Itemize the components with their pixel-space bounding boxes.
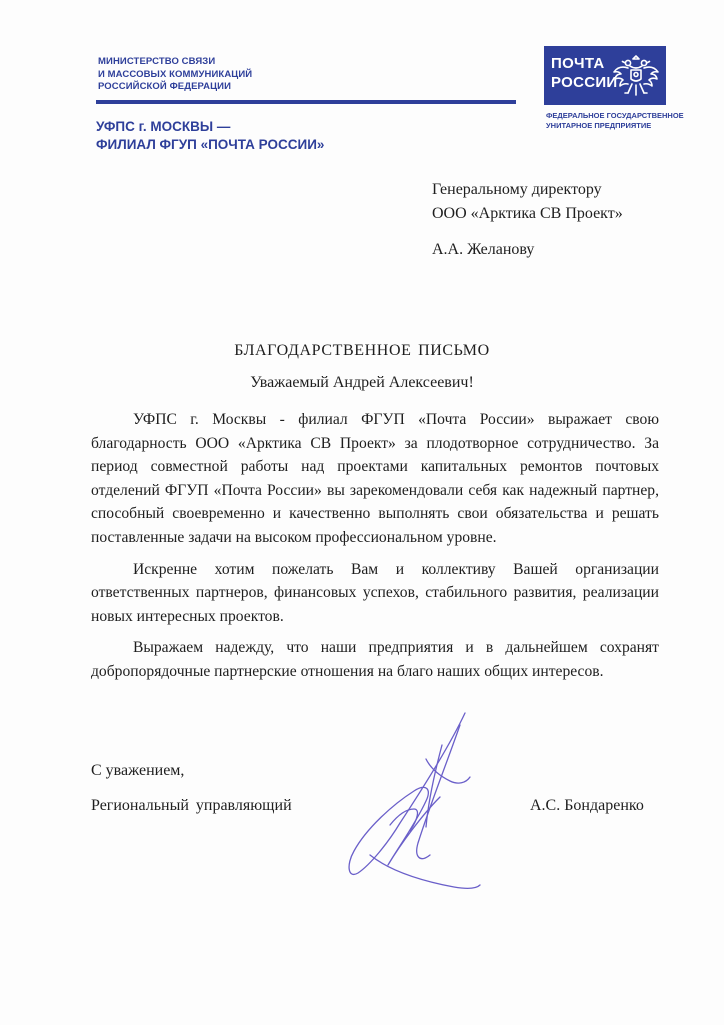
double-headed-eagle-icon (610, 50, 662, 102)
document-title: БЛАГОДАРСТВЕННОЕ ПИСЬМО (234, 342, 490, 359)
body-paragraph: Выражаем надежду, что наши предприятия и в дальнейшем сохранят добропорядочные партнерские отношения на благо наших общих интересов. (91, 639, 659, 680)
addressee-position: Генеральному директору (432, 181, 602, 198)
body-paragraph: УФПС г. Москвы - филиал ФГУП «Почта России» выражает свою благодарность ООО «Арктика СВ Проект» за плодотворное сотрудничество. За период совместной работы над проектами капитальных ремонтов почтовых отделений ФГУП «Почта России» вы зарекомендовали себя как надежный партнер, способный своевременно и качественно выполнять свои обязательства и решать поставленные задачи на высоком профессиональном уровне. (91, 411, 659, 546)
legal-form (546, 111, 684, 131)
ministry-line: МИНИСТЕРСТВО СВЯЗИ (98, 56, 216, 67)
closing-regards: С уважением, (91, 762, 185, 779)
pochta-rossii-logo (544, 46, 666, 105)
legal-line: УНИТАРНОЕ ПРЕДПРИЯТИЕ (546, 121, 652, 130)
body-paragraph: Искренне хотим пожелать Вам и коллективу Вашей организации ответственных партнеров, финансовых успехов, стабильного развития, реализации новых интересных проектов. (91, 560, 659, 625)
branch-line: УФПС г. МОСКВЫ — (96, 119, 231, 134)
ministry-line: И МАССОВЫХ КОММУНИКАЦИЙ (98, 68, 253, 80)
branch-heading (96, 118, 324, 154)
addressee-name: А.А. Желанову (432, 241, 535, 258)
logo-wordmark (551, 54, 618, 92)
salutation: Уважаемый Андрей Алексеевич! (250, 374, 474, 391)
header-divider (96, 100, 516, 104)
ministry-heading (98, 56, 252, 94)
addressee-company: ООО «Арктика СВ Проект» (432, 205, 623, 222)
logo-line: ПОЧТА (551, 55, 605, 72)
letter-body (91, 408, 659, 692)
ministry-line: РОССИЙСКОЙ ФЕДЕРАЦИИ (98, 81, 232, 92)
legal-line: ФЕДЕРАЛЬНОЕ ГОСУДАРСТВЕННОЕ (546, 111, 684, 120)
branch-line: ФИЛИАЛ ФГУП «ПОЧТА РОССИИ» (96, 137, 325, 152)
handwritten-signature (330, 705, 490, 905)
signer-name: А.С. Бондаренко (530, 797, 644, 814)
signer-position: Региональный управляющий (91, 797, 292, 814)
addressee-block (432, 178, 623, 262)
logo-line: РОССИИ (551, 74, 618, 91)
